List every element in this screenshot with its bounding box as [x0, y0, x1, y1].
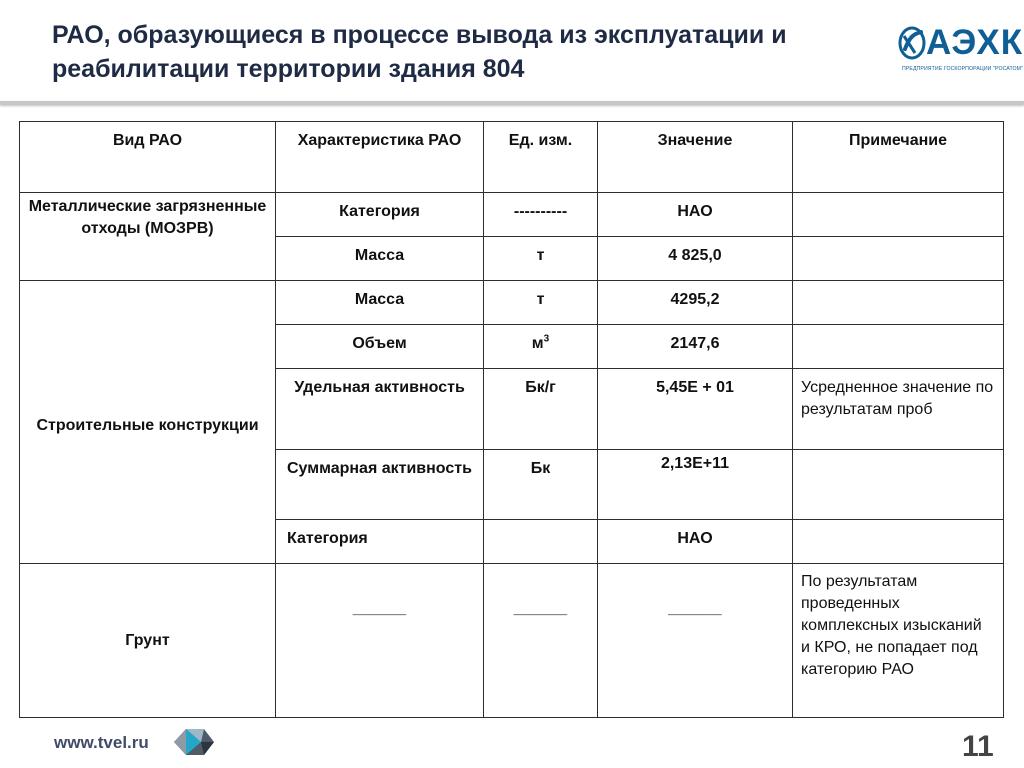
construction-category-unit — [484, 520, 598, 564]
header-unit: Ед. изм. — [484, 122, 598, 193]
logo-wordmark: АЭХК — [926, 23, 1024, 62]
tvel-logo-icon — [170, 725, 218, 759]
specific-activity-unit: Бк/г — [484, 369, 598, 450]
slide-title — [52, 18, 892, 86]
construction-volume-value: 2147,6 — [598, 325, 793, 369]
construction-category-note — [793, 520, 1004, 564]
metal-mass-note — [793, 237, 1004, 281]
metal-mass-value: 4 825,0 — [598, 237, 793, 281]
metal-waste-kind: Металлические загрязненные отходы (МОЗРВ) — [20, 193, 276, 281]
page-number: 11 — [962, 730, 994, 763]
header-divider — [0, 101, 1024, 105]
table-row — [20, 281, 1004, 325]
soil-unit-dash: ______ — [484, 564, 598, 718]
specific-activity-note: Усредненное значение по результатам проб — [793, 369, 1004, 450]
metal-mass-label: Масса — [276, 237, 484, 281]
logo-caption: ПРЕДПРИЯТИЕ ГОСКОРПОРАЦИИ "РОСАТОМ" — [902, 66, 1023, 72]
volume-unit-superscript: 3 — [543, 333, 550, 345]
header-characteristic: Характеристика РАО — [276, 122, 484, 193]
table-row — [20, 193, 1004, 237]
soil-characteristic-dash: ______ — [276, 564, 484, 718]
soil-value-dash: ______ — [598, 564, 793, 718]
total-activity-value: 2,13Е+11 — [598, 450, 793, 520]
specific-activity-label: Удельная активность — [276, 369, 484, 450]
aehk-logo — [898, 22, 1024, 76]
construction-category-label: Категория — [276, 520, 484, 564]
header-note: Примечание — [793, 122, 1004, 193]
metal-mass-unit: т — [484, 237, 598, 281]
metal-category-label: Категория — [276, 193, 484, 237]
rao-table — [19, 121, 1004, 718]
metal-category-unit: ---------- — [484, 193, 598, 237]
atom-emblem-icon — [898, 26, 926, 60]
metal-category-value: НАО — [598, 193, 793, 237]
construction-mass-value: 4295,2 — [598, 281, 793, 325]
construction-volume-unit — [484, 325, 598, 369]
table-row — [20, 564, 1004, 718]
table-header-row — [20, 122, 1004, 193]
metal-category-note — [793, 193, 1004, 237]
construction-mass-note — [793, 281, 1004, 325]
construction-volume-note — [793, 325, 1004, 369]
specific-activity-value: 5,45Е + 01 — [598, 369, 793, 450]
construction-kind: Строительные конструкции — [20, 281, 276, 564]
total-activity-unit: Бк — [484, 450, 598, 520]
volume-unit-base: м — [531, 335, 544, 352]
header-value: Значение — [598, 122, 793, 193]
construction-volume-label: Объем — [276, 325, 484, 369]
soil-note: По результатам проведенных комплексных изысканий и КРО, не попадает под категорию РАО — [793, 564, 1004, 718]
footer-link[interactable]: www.tvel.ru — [54, 733, 149, 752]
construction-mass-label: Масса — [276, 281, 484, 325]
soil-kind: Грунт — [20, 564, 276, 718]
title-line-2: реабилитации территории здания 804 — [52, 55, 525, 83]
title-line-1: РАО, образующиеся в процессе вывода из эксплуатации и — [52, 21, 787, 49]
construction-mass-unit: т — [484, 281, 598, 325]
construction-category-value: НАО — [598, 520, 793, 564]
total-activity-note — [793, 450, 1004, 520]
header-kind: Вид РАО — [20, 122, 276, 193]
total-activity-label: Суммарная активность — [276, 450, 484, 520]
